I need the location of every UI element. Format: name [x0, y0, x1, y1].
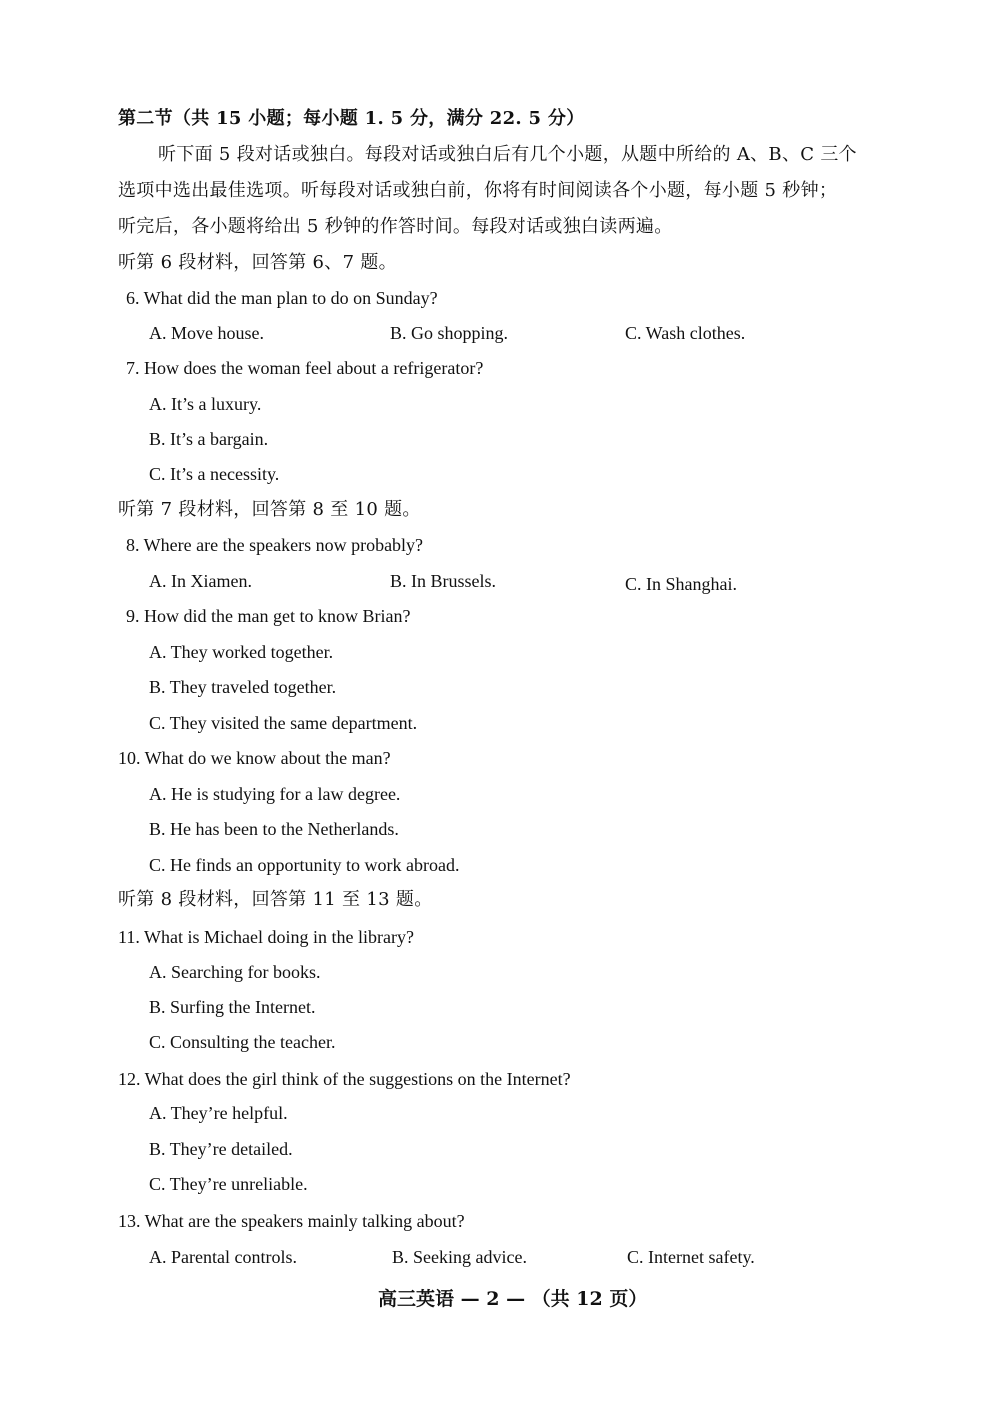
question-9-stem: 9. How did the man get to know Brian?	[126, 606, 411, 626]
question-13-option-a: A. Parental controls.	[149, 1247, 297, 1267]
question-11-option-a: A. Searching for books.	[149, 962, 321, 982]
question-11-stem: 11. What is Michael doing in the library?	[118, 927, 414, 947]
question-12-option-c: C. They’re unreliable.	[149, 1174, 308, 1194]
question-10-stem: 10. What do we know about the man?	[118, 748, 391, 768]
question-6-option-a: A. Move house.	[149, 323, 264, 343]
question-7-stem: 7. How does the woman feel about a refrigerator?	[126, 358, 484, 378]
question-13-option-b: B. Seeking advice.	[392, 1247, 527, 1267]
question-10-option-c: C. He finds an opportunity to work abroad.	[149, 855, 460, 875]
question-12-option-b: B. They’re detailed.	[149, 1139, 293, 1159]
question-12-stem: 12. What does the girl think of the suggestions on the Internet?	[118, 1069, 571, 1089]
question-10-option-a: A. He is studying for a law degree.	[149, 784, 401, 804]
group-header-8: 听第 8 段材料，回答第 11 至 13 题。	[118, 889, 433, 910]
question-7-option-b: B. It’s a bargain.	[149, 429, 269, 449]
page-footer: 高三英语 — 2 — （共 12 页）	[378, 1288, 648, 1310]
question-8-option-b: B. In Brussels.	[390, 571, 497, 591]
question-6-stem: 6. What did the man plan to do on Sunday?	[126, 288, 438, 308]
question-9-option-c: C. They visited the same department.	[149, 713, 418, 733]
question-7-option-a: A. It’s a luxury.	[149, 394, 262, 414]
question-9-option-b: B. They traveled together.	[149, 677, 337, 697]
group-header-7: 听第 7 段材料，回答第 8 至 10 题。	[118, 499, 421, 520]
question-9-option-a: A. They worked together.	[149, 642, 334, 662]
question-8-option-a: A. In Xiamen.	[149, 571, 252, 591]
question-10-option-b: B. He has been to the Netherlands.	[149, 819, 399, 839]
question-8-option-c: C. In Shanghai.	[625, 574, 737, 594]
group-header-6: 听第 6 段材料，回答第 6、7 题。	[118, 252, 397, 273]
question-6-option-c: C. Wash clothes.	[625, 323, 746, 343]
question-11-option-b: B. Surfing the Internet.	[149, 997, 316, 1017]
instruction-line-2: 选项中选出最佳选项。听每段对话或独白前，你将有时间阅读各个小题，每小题 5 秒钟；	[118, 180, 838, 201]
question-7-option-c: C. It’s a necessity.	[149, 464, 280, 484]
instruction-line-3: 听完后，各小题将给出 5 秒钟的作答时间。每段对话或独白读两遍。	[118, 216, 673, 237]
instruction-line-1: 听下面 5 段对话或独白。每段对话或独白后有几个小题，从题中所给的 A、B、C 三个	[158, 144, 857, 165]
question-6-option-b: B. Go shopping.	[390, 323, 509, 343]
question-13-stem: 13. What are the speakers mainly talking about?	[118, 1211, 465, 1231]
question-12-option-a: A. They’re helpful.	[149, 1103, 288, 1123]
question-8-stem: 8. Where are the speakers now probably?	[126, 535, 424, 555]
question-11-option-c: C. Consulting the teacher.	[149, 1032, 336, 1052]
question-13-option-c: C. Internet safety.	[627, 1247, 755, 1267]
section-title: 第二节（共 15 小题；每小题 1. 5 分，满分 22. 5 分）	[118, 108, 585, 129]
